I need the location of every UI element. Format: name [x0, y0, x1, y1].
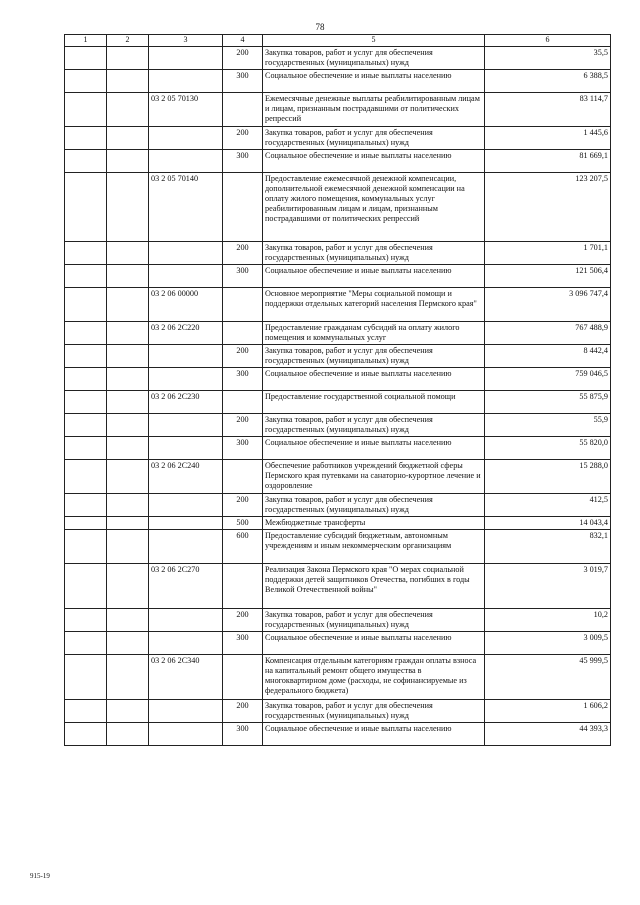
cell-expense-type: 200: [223, 494, 263, 517]
cell-col1: [65, 700, 107, 723]
cell-col2: [107, 93, 149, 127]
cell-description: Закупка товаров, работ и услуг для обеспечения государственных (муниципальных) нужд: [263, 242, 485, 265]
cell-expense-type: 200: [223, 414, 263, 437]
cell-target-code: 03 2 06 2C220: [149, 322, 223, 345]
cell-target-code: [149, 437, 223, 460]
table-row: [65, 288, 611, 322]
cell-description: Закупка товаров, работ и услуг для обеспечения государственных (муниципальных) нужд: [263, 494, 485, 517]
cell-target-code: [149, 530, 223, 564]
cell-amount: 121 506,4: [485, 265, 611, 288]
cell-col1: [65, 93, 107, 127]
cell-col1: [65, 127, 107, 150]
cell-expense-type: 300: [223, 368, 263, 391]
cell-description: Социальное обеспечение и иные выплаты населению: [263, 723, 485, 746]
cell-expense-type: [223, 564, 263, 609]
cell-col2: [107, 437, 149, 460]
cell-description: Предоставление гражданам субсидий на оплату жилого помещения и коммунальных услуг: [263, 322, 485, 345]
cell-amount: 8 442,4: [485, 345, 611, 368]
table-row: [65, 391, 611, 414]
table-row: [65, 368, 611, 391]
cell-col1: [65, 322, 107, 345]
cell-col2: [107, 173, 149, 242]
cell-col2: [107, 517, 149, 530]
cell-expense-type: 200: [223, 242, 263, 265]
cell-col1: [65, 391, 107, 414]
cell-description: Социальное обеспечение и иные выплаты населению: [263, 265, 485, 288]
table-row: [65, 322, 611, 345]
cell-description: Закупка товаров, работ и услуг для обеспечения государственных (муниципальных) нужд: [263, 47, 485, 70]
cell-description: Ежемесячные денежные выплаты реабилитированным лицам и лицам, признанным пострадавшими от политических репрессий: [263, 93, 485, 127]
cell-description: Закупка товаров, работ и услуг для обеспечения государственных (муниципальных) нужд: [263, 414, 485, 437]
cell-description: Компенсация отдельным категориям граждан оплаты взноса на капитальный ремонт общего имущества в многоквартирном доме (расходы, не софинансируемые из федерального бюджета): [263, 655, 485, 700]
column-header: 5: [263, 35, 485, 47]
table-row: [65, 70, 611, 93]
cell-col2: [107, 47, 149, 70]
cell-target-code: [149, 345, 223, 368]
cell-expense-type: 300: [223, 150, 263, 173]
cell-target-code: [149, 265, 223, 288]
cell-col2: [107, 655, 149, 700]
cell-col2: [107, 70, 149, 93]
cell-col1: [65, 150, 107, 173]
cell-amount: 10,2: [485, 609, 611, 632]
cell-amount: 35,5: [485, 47, 611, 70]
cell-col1: [65, 242, 107, 265]
cell-col1: [65, 345, 107, 368]
cell-col2: [107, 150, 149, 173]
cell-col2: [107, 127, 149, 150]
cell-expense-type: [223, 655, 263, 700]
table-row: [65, 632, 611, 655]
table-row: [65, 345, 611, 368]
cell-amount: 759 046,5: [485, 368, 611, 391]
page-number: 78: [315, 22, 325, 32]
table-row: [65, 173, 611, 242]
cell-expense-type: [223, 322, 263, 345]
cell-target-code: [149, 242, 223, 265]
cell-col2: [107, 322, 149, 345]
table-row: [65, 460, 611, 494]
cell-target-code: [149, 609, 223, 632]
cell-description: Предоставление государственной социальной помощи: [263, 391, 485, 414]
table-row: [65, 127, 611, 150]
cell-amount: 83 114,7: [485, 93, 611, 127]
column-header: 6: [485, 35, 611, 47]
cell-amount: 1 606,2: [485, 700, 611, 723]
cell-col1: [65, 70, 107, 93]
cell-col1: [65, 288, 107, 322]
cell-col2: [107, 564, 149, 609]
cell-target-code: 03 2 06 2C340: [149, 655, 223, 700]
cell-col2: [107, 460, 149, 494]
cell-col1: [65, 173, 107, 242]
cell-description: Социальное обеспечение и иные выплаты населению: [263, 70, 485, 93]
cell-target-code: [149, 150, 223, 173]
table-row: [65, 494, 611, 517]
cell-col2: [107, 609, 149, 632]
cell-target-code: [149, 127, 223, 150]
cell-col1: [65, 494, 107, 517]
cell-expense-type: 300: [223, 265, 263, 288]
cell-amount: 767 488,9: [485, 322, 611, 345]
cell-col2: [107, 414, 149, 437]
cell-description: Предоставление субсидий бюджетным, автономным учреждениям и иным некоммерческим организациям: [263, 530, 485, 564]
cell-description: Социальное обеспечение и иные выплаты населению: [263, 368, 485, 391]
cell-target-code: 03 2 06 2C230: [149, 391, 223, 414]
cell-expense-type: [223, 173, 263, 242]
cell-expense-type: [223, 288, 263, 322]
cell-col2: [107, 494, 149, 517]
cell-target-code: [149, 700, 223, 723]
cell-col2: [107, 723, 149, 746]
cell-col2: [107, 368, 149, 391]
footer-code: 915-19: [30, 872, 50, 880]
cell-amount: 412,5: [485, 494, 611, 517]
cell-amount: 55 875,9: [485, 391, 611, 414]
table-row: [65, 242, 611, 265]
cell-col2: [107, 345, 149, 368]
cell-col1: [65, 723, 107, 746]
cell-expense-type: 200: [223, 700, 263, 723]
cell-expense-type: 200: [223, 609, 263, 632]
cell-col1: [65, 564, 107, 609]
cell-target-code: [149, 414, 223, 437]
cell-col1: [65, 414, 107, 437]
cell-description: Закупка товаров, работ и услуг для обеспечения государственных (муниципальных) нужд: [263, 700, 485, 723]
cell-col1: [65, 632, 107, 655]
table-row: [65, 150, 611, 173]
cell-description: Предоставление ежемесячной денежной компенсации, дополнительной ежемесячной денежной компенсации на оплату жилого помещения, коммунальных услуг реабилитированным лицам и лицам, признанным пострадавшими от политических репрессий: [263, 173, 485, 242]
cell-target-code: [149, 47, 223, 70]
cell-amount: 44 393,3: [485, 723, 611, 746]
cell-expense-type: 200: [223, 127, 263, 150]
cell-target-code: [149, 723, 223, 746]
cell-expense-type: [223, 391, 263, 414]
cell-col2: [107, 242, 149, 265]
cell-expense-type: 300: [223, 632, 263, 655]
cell-amount: 6 388,5: [485, 70, 611, 93]
column-header: 2: [107, 35, 149, 47]
cell-target-code: [149, 632, 223, 655]
table-row: [65, 47, 611, 70]
table-body: [65, 47, 611, 746]
cell-col1: [65, 47, 107, 70]
cell-description: Реализация Закона Пермского края "О мерах социальной поддержки детей защитников Отечества, погибших в годы Великой Отечественной войны": [263, 564, 485, 609]
cell-target-code: 03 2 05 70140: [149, 173, 223, 242]
cell-amount: 55 820,0: [485, 437, 611, 460]
cell-target-code: 03 2 05 70130: [149, 93, 223, 127]
budget-table: [64, 34, 611, 746]
cell-col2: [107, 530, 149, 564]
cell-target-code: [149, 517, 223, 530]
cell-col2: [107, 632, 149, 655]
cell-col1: [65, 517, 107, 530]
cell-description: Закупка товаров, работ и услуг для обеспечения государственных (муниципальных) нужд: [263, 127, 485, 150]
table-row: [65, 530, 611, 564]
cell-col1: [65, 530, 107, 564]
cell-amount: 3 096 747,4: [485, 288, 611, 322]
table-row: [65, 723, 611, 746]
cell-amount: 81 669,1: [485, 150, 611, 173]
table-row: [65, 437, 611, 460]
cell-amount: 3 009,5: [485, 632, 611, 655]
cell-description: Социальное обеспечение и иные выплаты населению: [263, 632, 485, 655]
cell-description: Социальное обеспечение и иные выплаты населению: [263, 437, 485, 460]
table-row: [65, 609, 611, 632]
cell-col1: [65, 655, 107, 700]
cell-col1: [65, 368, 107, 391]
cell-expense-type: 300: [223, 437, 263, 460]
table-header-row: [65, 35, 611, 47]
cell-expense-type: 300: [223, 70, 263, 93]
column-header: 4: [223, 35, 263, 47]
cell-description: Обеспечение работников учреждений бюджетной сферы Пермского края путевками на санаторно-курортное лечение и оздоровление: [263, 460, 485, 494]
cell-description: Основное мероприятие "Меры социальной помощи и поддержки отдельных категорий населения Пермского края": [263, 288, 485, 322]
cell-target-code: [149, 70, 223, 93]
cell-expense-type: [223, 93, 263, 127]
column-header: 3: [149, 35, 223, 47]
cell-amount: 3 019,7: [485, 564, 611, 609]
cell-col2: [107, 391, 149, 414]
cell-col1: [65, 265, 107, 288]
table-row: [65, 414, 611, 437]
cell-expense-type: 200: [223, 345, 263, 368]
cell-col2: [107, 288, 149, 322]
cell-amount: 123 207,5: [485, 173, 611, 242]
table-row: [65, 93, 611, 127]
cell-target-code: 03 2 06 2C240: [149, 460, 223, 494]
cell-description: Закупка товаров, работ и услуг для обеспечения государственных (муниципальных) нужд: [263, 609, 485, 632]
table-row: [65, 517, 611, 530]
cell-target-code: 03 2 06 00000: [149, 288, 223, 322]
cell-amount: 55,9: [485, 414, 611, 437]
cell-expense-type: 200: [223, 47, 263, 70]
column-header: 1: [65, 35, 107, 47]
table-row: [65, 265, 611, 288]
cell-amount: 1 445,6: [485, 127, 611, 150]
cell-description: Межбюджетные трансферты: [263, 517, 485, 530]
table-row: [65, 655, 611, 700]
table-row: [65, 564, 611, 609]
cell-amount: 15 288,0: [485, 460, 611, 494]
cell-target-code: [149, 368, 223, 391]
cell-description: Закупка товаров, работ и услуг для обеспечения государственных (муниципальных) нужд: [263, 345, 485, 368]
cell-target-code: [149, 494, 223, 517]
cell-col1: [65, 609, 107, 632]
cell-amount: 1 701,1: [485, 242, 611, 265]
cell-col1: [65, 437, 107, 460]
cell-description: Социальное обеспечение и иные выплаты населению: [263, 150, 485, 173]
cell-target-code: 03 2 06 2C270: [149, 564, 223, 609]
cell-expense-type: 300: [223, 723, 263, 746]
cell-col2: [107, 700, 149, 723]
cell-amount: 14 043,4: [485, 517, 611, 530]
table-row: [65, 700, 611, 723]
cell-expense-type: 600: [223, 530, 263, 564]
cell-amount: 45 999,5: [485, 655, 611, 700]
cell-col1: [65, 460, 107, 494]
cell-expense-type: [223, 460, 263, 494]
cell-expense-type: 500: [223, 517, 263, 530]
cell-amount: 832,1: [485, 530, 611, 564]
cell-col2: [107, 265, 149, 288]
